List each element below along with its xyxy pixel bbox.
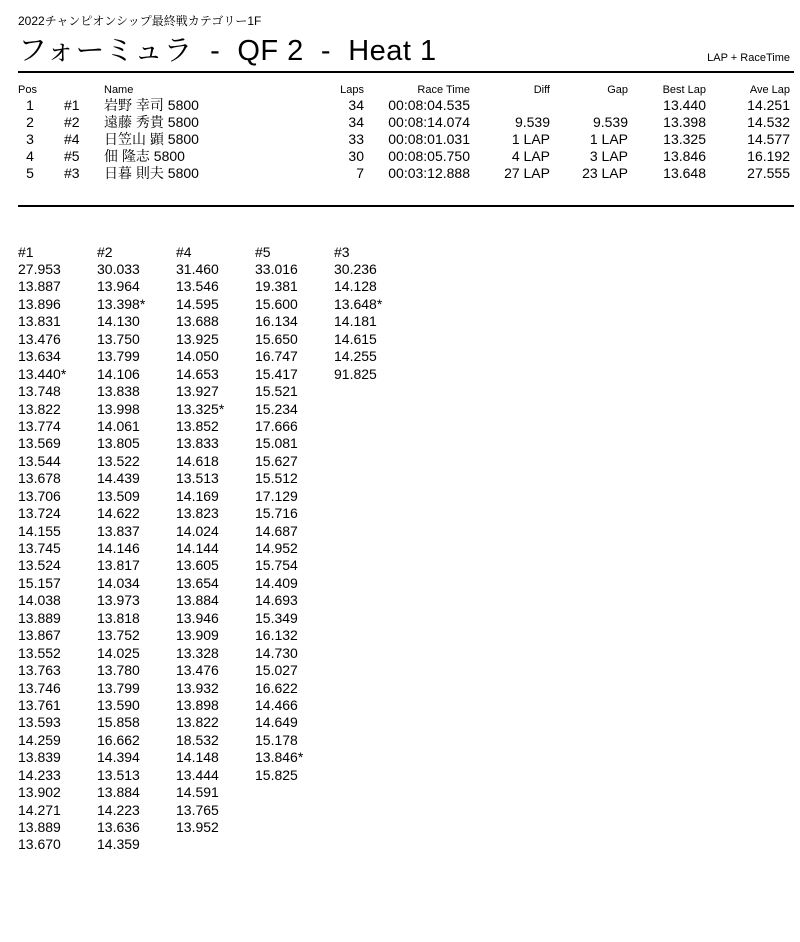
lap-time: 13.440* (18, 365, 67, 382)
lap-time: 13.846* (255, 749, 304, 766)
lap-time: 17.129 (255, 487, 298, 504)
lap-time: 14.394 (97, 749, 140, 766)
lap-time: 13.678 (18, 470, 61, 487)
lap-time: 13.745 (18, 540, 61, 556)
cell-kart-number: #3 (64, 165, 80, 181)
lap-time: 13.605 (176, 557, 219, 574)
lap-time: 30.033 (97, 261, 140, 277)
lap-time: 15.157 (18, 574, 61, 591)
lap-time: 13.932 (176, 679, 219, 696)
cell-gap: 23 LAP (582, 165, 628, 181)
lap-column (176, 244, 252, 836)
lap-time: 31.460 (176, 261, 219, 277)
lap-column-driver: #3 (334, 244, 350, 260)
lap-time: 33.016 (255, 261, 298, 277)
lap-time: 14.466 (255, 696, 298, 713)
lap-time: 13.552 (18, 644, 61, 661)
cell-pos: 1 (26, 97, 34, 113)
lap-time: 14.653 (176, 365, 219, 382)
lap-time: 15.178 (255, 731, 298, 748)
lap-time: 15.600 (255, 295, 298, 312)
lap-time: 13.867 (18, 627, 61, 644)
lap-time: 13.752 (97, 627, 140, 644)
lap-time: 14.155 (18, 522, 61, 539)
lap-time: 14.359 (97, 836, 140, 853)
lap-time: 14.409 (255, 574, 298, 591)
lap-time: 13.670 (18, 836, 61, 853)
lap-time: 13.476 (18, 330, 61, 347)
lap-time: 14.591 (176, 784, 219, 801)
lap-time: 14.618 (176, 452, 219, 469)
lap-time: 13.654 (176, 574, 219, 591)
lap-time: 27.953 (18, 261, 61, 277)
lap-time: 16.662 (97, 731, 140, 748)
lap-time: 13.852 (176, 417, 219, 434)
lap-time: 13.522 (97, 452, 140, 469)
lap-time: 13.884 (176, 592, 219, 609)
lap-time: 13.476 (176, 662, 219, 679)
timing-mode-label: LAP + RaceTime (707, 52, 790, 64)
lap-time: 13.509 (97, 487, 140, 504)
cell-kart-number: #2 (64, 114, 80, 130)
lap-time: 13.748 (18, 383, 61, 400)
cell-pos: 5 (26, 165, 34, 181)
lap-time: 13.887 (18, 278, 61, 295)
header-race-time: Race Time (417, 84, 470, 96)
lap-time: 16.132 (255, 627, 298, 644)
lap-time: 13.805 (97, 435, 140, 452)
lap-time: 14.693 (255, 592, 298, 609)
lap-time: 13.822 (18, 400, 61, 417)
lap-time: 14.259 (18, 731, 61, 748)
cell-best-lap: 13.846 (663, 148, 706, 164)
lap-time: 14.025 (97, 644, 140, 661)
lap-time: 13.546 (176, 278, 219, 295)
lap-time: 14.615 (334, 330, 377, 347)
cell-race-time: 00:08:01.031 (388, 131, 470, 147)
cell-gap: 1 LAP (589, 131, 628, 147)
lap-time: 14.223 (97, 801, 140, 818)
lap-time: 14.255 (334, 348, 377, 365)
lap-column-driver: #5 (255, 244, 271, 260)
lap-time: 14.024 (176, 522, 219, 539)
cell-diff: 9.539 (514, 114, 550, 130)
lap-time: 13.839 (18, 749, 61, 766)
lap-time: 13.636 (97, 819, 140, 835)
lap-time: 16.747 (255, 348, 298, 365)
lap-time: 13.513 (97, 766, 140, 783)
lap-time: 15.627 (255, 452, 298, 469)
lap-time: 13.325* (176, 400, 225, 417)
lap-time: 18.532 (176, 731, 219, 748)
lap-time: 30.236 (334, 261, 377, 277)
cell-laps: 34 (348, 114, 364, 130)
lap-time: 14.233 (18, 766, 61, 783)
lap-time: 14.148 (176, 749, 219, 766)
cell-kart-number: #1 (64, 97, 80, 113)
lap-time: 13.688 (176, 313, 219, 330)
lap-column (255, 244, 331, 784)
lap-time: 13.398* (97, 295, 146, 312)
top-divider (18, 71, 794, 73)
lap-column-driver: #4 (176, 244, 192, 260)
lap-time: 13.569 (18, 435, 61, 452)
lap-time: 16.134 (255, 313, 298, 330)
lap-column (97, 244, 173, 854)
lap-time: 13.544 (18, 452, 61, 469)
header-best-lap: Best Lap (662, 84, 706, 96)
lap-time: 15.716 (255, 505, 298, 522)
lap-time: 13.444 (176, 766, 219, 783)
lap-time: 14.034 (97, 574, 140, 591)
lap-time: 13.774 (18, 417, 61, 434)
lap-time: 13.831 (18, 313, 61, 330)
cell-ave-lap: 14.532 (747, 114, 790, 130)
lap-time: 13.590 (97, 696, 140, 713)
lap-time: 14.146 (97, 540, 140, 556)
cell-driver-name: 遠藤 秀貴 5800 (104, 114, 199, 130)
lap-column (18, 244, 94, 854)
cell-ave-lap: 16.192 (747, 148, 790, 164)
lap-time: 13.328 (176, 644, 219, 661)
cell-laps: 7 (356, 165, 364, 181)
header-ave-lap: Ave Lap (749, 84, 790, 96)
lap-time: 14.730 (255, 644, 298, 661)
lap-time: 19.381 (255, 278, 298, 295)
bottom-divider (18, 205, 794, 207)
cell-diff: 27 LAP (504, 165, 550, 181)
lap-time: 13.818 (97, 609, 140, 626)
lap-time: 15.521 (255, 383, 298, 400)
lap-time: 13.817 (97, 557, 140, 574)
cell-pos: 2 (26, 114, 34, 130)
cell-ave-lap: 14.577 (747, 131, 790, 147)
cell-gap: 3 LAP (589, 148, 628, 164)
lap-time: 91.825 (334, 365, 377, 382)
header-gap: Gap (607, 84, 628, 96)
cell-race-time: 00:08:04.535 (388, 97, 470, 113)
lap-time: 13.822 (176, 714, 219, 731)
cell-driver-name: 佃 隆志 5800 (104, 148, 185, 164)
lap-time: 13.780 (97, 662, 140, 679)
lap-time: 13.925 (176, 330, 219, 347)
lap-time: 13.706 (18, 487, 61, 504)
lap-time: 15.512 (255, 470, 298, 487)
lap-time: 13.896 (18, 295, 61, 312)
lap-time: 13.823 (176, 505, 219, 522)
results-table (18, 83, 790, 182)
cell-driver-name: 日暮 則夫 5800 (104, 165, 199, 181)
lap-time: 13.513 (176, 470, 219, 487)
lap-time: 13.837 (97, 522, 140, 539)
lap-time: 13.909 (176, 627, 219, 644)
lap-time: 14.061 (97, 417, 140, 434)
cell-laps: 34 (348, 97, 364, 113)
lap-time: 14.050 (176, 348, 219, 365)
lap-time: 13.765 (176, 801, 219, 818)
lap-time: 13.799 (97, 679, 140, 696)
cell-best-lap: 13.648 (663, 165, 706, 181)
lap-time: 15.650 (255, 330, 298, 347)
lap-time: 13.799 (97, 348, 140, 365)
lap-time: 15.858 (97, 714, 140, 731)
cell-laps: 33 (348, 131, 364, 147)
lap-time: 13.763 (18, 662, 61, 679)
lap-time: 15.754 (255, 557, 298, 574)
lap-time: 16.622 (255, 679, 298, 696)
cell-pos: 4 (26, 148, 34, 164)
lap-time: 14.622 (97, 505, 140, 522)
lap-time: 14.106 (97, 365, 140, 382)
lap-time: 13.902 (18, 784, 61, 801)
results-row (18, 114, 790, 131)
cell-race-time: 00:03:12.888 (388, 165, 470, 181)
lap-time: 13.593 (18, 714, 61, 731)
lap-time: 14.952 (255, 540, 298, 556)
results-row (18, 148, 790, 165)
cell-race-time: 00:08:14.074 (388, 114, 470, 130)
header-pos: Pos (18, 84, 37, 96)
lap-time: 13.898 (176, 696, 219, 713)
lap-time: 13.964 (97, 278, 140, 295)
cell-best-lap: 13.325 (663, 131, 706, 147)
cell-kart-number: #5 (64, 148, 80, 164)
cell-driver-name: 岩野 幸司 5800 (104, 97, 199, 113)
lap-time: 13.998 (97, 400, 140, 417)
lap-time: 13.952 (176, 819, 219, 835)
lap-time: 17.666 (255, 417, 298, 434)
lap-time: 13.946 (176, 609, 219, 626)
lap-time: 14.130 (97, 313, 140, 330)
lap-time: 15.417 (255, 365, 298, 382)
lap-time: 15.349 (255, 609, 298, 626)
results-header-row (18, 83, 790, 97)
lap-time: 14.687 (255, 522, 298, 539)
lap-time: 14.271 (18, 801, 61, 818)
lap-time: 13.838 (97, 383, 140, 400)
lap-time: 15.234 (255, 400, 298, 417)
lap-column-driver: #2 (97, 244, 113, 260)
cell-ave-lap: 14.251 (747, 97, 790, 113)
results-body (18, 97, 790, 182)
cell-best-lap: 13.440 (663, 97, 706, 113)
lap-time: 15.027 (255, 662, 298, 679)
lap-time: 15.081 (255, 435, 298, 452)
cell-diff: 1 LAP (511, 131, 550, 147)
lap-time: 14.169 (176, 487, 219, 504)
lap-time: 14.038 (18, 592, 61, 609)
lap-time: 13.746 (18, 679, 61, 696)
cell-best-lap: 13.398 (663, 114, 706, 130)
lap-time: 14.439 (97, 470, 140, 487)
lap-time: 14.649 (255, 714, 298, 731)
cell-pos: 3 (26, 131, 34, 147)
lap-time: 13.634 (18, 348, 61, 365)
lap-time: 13.648* (334, 295, 383, 312)
lap-column-driver: #1 (18, 244, 34, 260)
cell-race-time: 00:08:05.750 (388, 148, 470, 164)
lap-time: 14.181 (334, 313, 377, 330)
lap-time: 14.128 (334, 278, 377, 295)
page-title: フォーミュラ - QF 2 - Heat 1 (18, 35, 437, 67)
cell-gap: 9.539 (592, 114, 628, 130)
lap-time: 13.524 (18, 557, 61, 574)
cell-ave-lap: 27.555 (747, 165, 790, 181)
lap-time: 13.927 (176, 383, 219, 400)
cell-diff: 4 LAP (511, 148, 550, 164)
lap-time: 13.973 (97, 592, 140, 609)
lap-time: 13.761 (18, 696, 61, 713)
lap-time: 14.595 (176, 295, 219, 312)
header-laps: Laps (340, 84, 364, 96)
lap-time: 13.833 (176, 435, 219, 452)
cell-driver-name: 日笠山 顕 5800 (104, 131, 199, 147)
lap-time: 15.825 (255, 766, 298, 783)
cell-kart-number: #4 (64, 131, 80, 147)
lap-time: 13.884 (97, 784, 140, 801)
lap-time: 13.889 (18, 609, 61, 626)
page-subtitle: 2022チャンピオンシップ最終戦カテゴリー1F (18, 14, 262, 28)
results-row (18, 165, 790, 182)
results-row (18, 97, 790, 114)
header-diff: Diff (533, 84, 550, 96)
lap-time: 14.144 (176, 540, 219, 556)
cell-laps: 30 (348, 148, 364, 164)
lap-column (334, 244, 410, 383)
header-name: Name (104, 84, 134, 96)
results-row (18, 131, 790, 148)
lap-time: 13.750 (97, 330, 140, 347)
lap-time: 13.724 (18, 505, 61, 522)
lap-time: 13.889 (18, 819, 61, 835)
